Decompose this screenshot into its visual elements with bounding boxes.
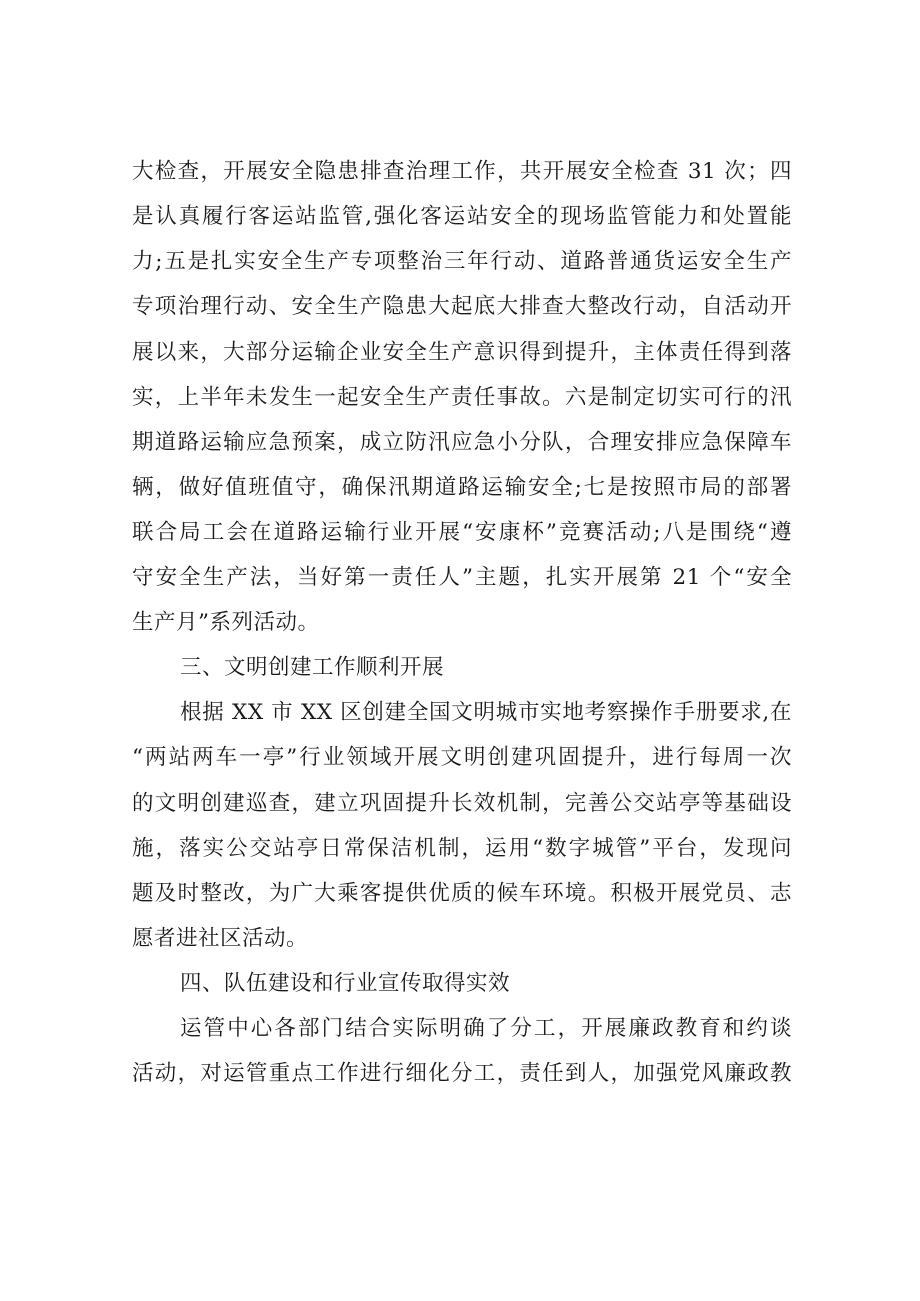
text-line: 生产月”系列活动。 xyxy=(132,610,320,635)
text-line: 运管中心各部门结合实际明确了分工，开展廉政教育和约谈 xyxy=(180,1016,792,1041)
text-line: 根据 XX 市 XX 区创建全国文明城市实地考察操作手册要求,在 xyxy=(180,700,792,725)
text-line: 题及时整改，为广大乘客提供优质的候车环境。积极开展党员、志 xyxy=(132,881,792,906)
text-line: 守安全生产法，当好第一责任人”主题，扎实开展第 21 个“安全 xyxy=(132,565,792,590)
text-line: 的文明创建巡查，建立巩固提升长效机制，完善公交站亭等基础设 xyxy=(132,791,792,816)
section-heading-civilization: 三、文明创建工作顺利开展 xyxy=(180,655,445,680)
text-line: 辆，做好值班值守，确保汛期道路运输安全;七是按照市局的部署 xyxy=(132,475,792,500)
text-line: 活动，对运管重点工作进行细化分工，责任到人，加强党风廉政教 xyxy=(132,1061,792,1086)
text-line: 施，落实公交站亭日常保洁机制，运用“数字城管”平台，发现问 xyxy=(132,836,792,861)
text-line: “两站两车一亭”行业领域开展文明创建巩固提升，进行每周一次 xyxy=(132,745,792,770)
text-line: 联合局工会在道路运输行业开展“安康杯”竞赛活动;八是围绕“遵 xyxy=(132,520,792,545)
section-heading-team-building: 四、队伍建设和行业宣传取得实效 xyxy=(180,971,511,996)
text-line: 期道路运输应急预案，成立防汛应急小分队，合理安排应急保障车 xyxy=(132,430,792,455)
text-line: 实，上半年未发生一起安全生产责任事故。六是制定切实可行的汛 xyxy=(132,385,792,410)
text-line: 愿者进社区活动。 xyxy=(132,926,309,951)
text-line: 展以来，大部分运输企业安全生产意识得到提升，主体责任得到落 xyxy=(132,340,792,365)
text-line: 大检查，开展安全隐患排查治理工作，共开展安全检查 31 次；四 xyxy=(132,159,792,184)
text-line: 力;五是扎实安全生产专项整治三年行动、道路普通货运安全生产 xyxy=(132,249,792,274)
text-line: 专项治理行动、安全生产隐患大起底大排查大整改行动，自活动开 xyxy=(132,294,792,319)
text-line: 是认真履行客运站监管,强化客运站安全的现场监管能力和处置能 xyxy=(132,204,792,229)
